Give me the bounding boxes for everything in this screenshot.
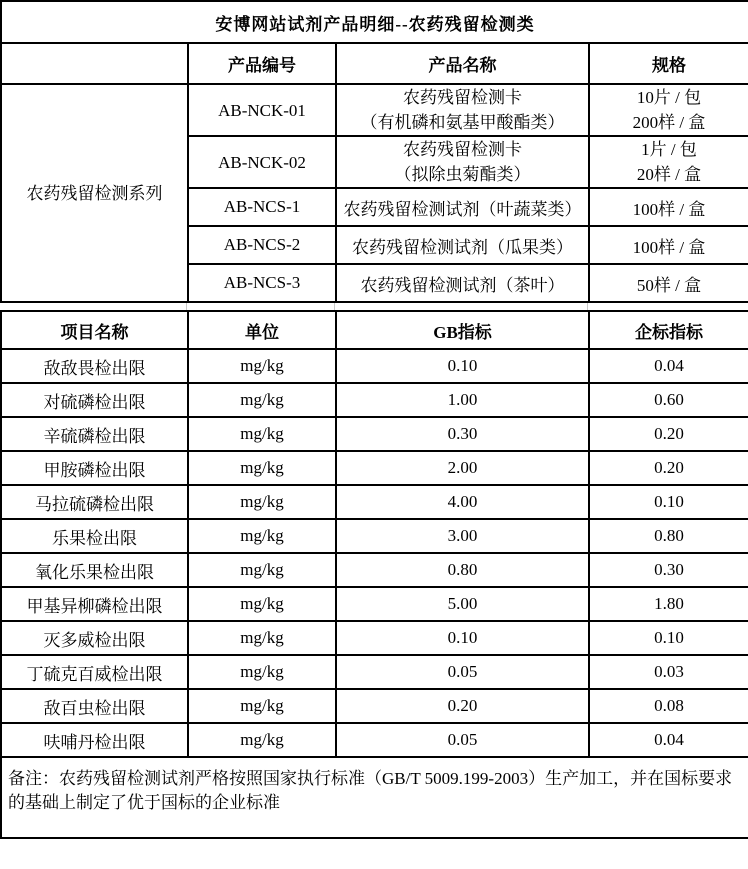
limit-unit-cell: mg/kg	[188, 349, 336, 383]
limit-ent-cell: 0.20	[589, 417, 748, 451]
limit-gb-cell: 5.00	[336, 587, 589, 621]
footer-note: 备注：农药残留检测试剂严格按照国家执行标准（GB/T 5009.199-2003）生产加工，并在国标要求的基础上制定了优于国标的企业标准	[1, 757, 748, 838]
product-row	[1, 84, 748, 136]
limit-ent-cell: 0.30	[589, 553, 748, 587]
limit-unit-cell: mg/kg	[188, 723, 336, 757]
limit-ent-cell: 0.20	[589, 451, 748, 485]
limit-item-cell: 敌百虫检出限	[1, 689, 188, 723]
header-spec: 规格	[589, 43, 748, 84]
product-name-cell: 农药残留检测试剂（瓜果类）	[336, 226, 589, 264]
limit-item-cell: 甲胺磷检出限	[1, 451, 188, 485]
header-unit: 单位	[188, 311, 336, 349]
limits-table	[0, 310, 748, 839]
limit-gb-cell: 2.00	[336, 451, 589, 485]
limit-unit-cell: mg/kg	[188, 553, 336, 587]
limit-ent-cell: 0.04	[589, 723, 748, 757]
limit-unit-cell: mg/kg	[188, 451, 336, 485]
limit-row	[1, 485, 748, 519]
column-gridline	[334, 303, 335, 310]
header-gb-index: GB指标	[336, 311, 589, 349]
limit-item-cell: 灭多威检出限	[1, 621, 188, 655]
product-spec-line2: 200样 / 盒	[632, 113, 706, 132]
limit-ent-cell: 1.80	[589, 587, 748, 621]
limit-gb-cell: 4.00	[336, 485, 589, 519]
limit-unit-cell: mg/kg	[188, 383, 336, 417]
limit-gb-cell: 0.05	[336, 655, 589, 689]
limit-item-cell: 氧化乐果检出限	[1, 553, 188, 587]
product-spec-cell	[589, 84, 748, 136]
limit-item-cell: 辛硫磷检出限	[1, 417, 188, 451]
product-name-cell: 农药残留检测试剂（茶叶）	[336, 264, 589, 302]
product-code-cell: AB-NCS-3	[188, 264, 336, 302]
limit-gb-cell: 1.00	[336, 383, 589, 417]
limit-item-cell: 敌敌畏检出限	[1, 349, 188, 383]
products-header-row	[1, 43, 748, 84]
limit-unit-cell: mg/kg	[188, 485, 336, 519]
column-gridline	[186, 303, 187, 310]
limit-row	[1, 349, 748, 383]
limit-ent-cell: 0.10	[589, 621, 748, 655]
limit-gb-cell: 0.80	[336, 553, 589, 587]
note-row	[1, 757, 748, 838]
limit-row	[1, 417, 748, 451]
limit-row	[1, 587, 748, 621]
product-code-cell: AB-NCK-02	[188, 136, 336, 188]
limit-gb-cell: 0.20	[336, 689, 589, 723]
corner-cell	[1, 43, 188, 84]
limit-row	[1, 519, 748, 553]
product-name-line2: （拟除虫菊酯类）	[394, 165, 531, 184]
limit-item-cell: 呋哺丹检出限	[1, 723, 188, 757]
header-product-code: 产品编号	[188, 43, 336, 84]
limit-ent-cell: 0.80	[589, 519, 748, 553]
product-code-cell: AB-NCK-01	[188, 84, 336, 136]
limit-row	[1, 655, 748, 689]
product-spec-cell: 100样 / 盒	[589, 226, 748, 264]
limit-row	[1, 383, 748, 417]
limit-item-cell: 乐果检出限	[1, 519, 188, 553]
product-spec-line1: 1片 / 包	[641, 140, 697, 159]
header-item-name: 项目名称	[1, 311, 188, 349]
products-table	[0, 0, 748, 303]
limit-ent-cell: 0.03	[589, 655, 748, 689]
limit-gb-cell: 0.10	[336, 621, 589, 655]
limit-ent-cell: 0.04	[589, 349, 748, 383]
limit-ent-cell: 0.10	[589, 485, 748, 519]
column-gridline	[587, 303, 588, 310]
product-spec-cell: 100样 / 盒	[589, 188, 748, 226]
limit-gb-cell: 0.30	[336, 417, 589, 451]
product-name-cell	[336, 84, 589, 136]
title-row	[1, 1, 748, 43]
limit-item-cell: 丁硫克百威检出限	[1, 655, 188, 689]
limit-unit-cell: mg/kg	[188, 689, 336, 723]
product-name-cell	[336, 136, 589, 188]
limit-ent-cell: 0.60	[589, 383, 748, 417]
limit-unit-cell: mg/kg	[188, 587, 336, 621]
limit-item-cell: 对硫磷检出限	[1, 383, 188, 417]
series-label-cell: 农药残留检测系列	[1, 84, 188, 302]
limit-row	[1, 723, 748, 757]
product-name-line1: 农药残留检测卡	[403, 140, 522, 159]
header-product-name: 产品名称	[336, 43, 589, 84]
limit-unit-cell: mg/kg	[188, 655, 336, 689]
limit-gb-cell: 3.00	[336, 519, 589, 553]
limit-unit-cell: mg/kg	[188, 621, 336, 655]
limit-row	[1, 689, 748, 723]
product-name-cell: 农药残留检测试剂（叶蔬菜类）	[336, 188, 589, 226]
product-spec-cell	[589, 136, 748, 188]
limit-row	[1, 553, 748, 587]
product-spec-line2: 20样 / 盒	[636, 165, 702, 184]
product-code-cell: AB-NCS-2	[188, 226, 336, 264]
limits-header-row	[1, 311, 748, 349]
limit-item-cell: 甲基异柳磷检出限	[1, 587, 188, 621]
limit-unit-cell: mg/kg	[188, 417, 336, 451]
product-spec-line1: 10片 / 包	[636, 88, 702, 107]
header-enterprise-index: 企标指标	[589, 311, 748, 349]
product-code-cell: AB-NCS-1	[188, 188, 336, 226]
limit-gb-cell: 0.05	[336, 723, 589, 757]
product-spec-cell: 50样 / 盒	[589, 264, 748, 302]
product-name-line2: （有机磷和氨基甲酸酯类）	[360, 113, 565, 132]
table-gap	[0, 303, 748, 310]
limit-ent-cell: 0.08	[589, 689, 748, 723]
page-title: 安博网站试剂产品明细--农药残留检测类	[1, 1, 748, 43]
product-name-line1: 农药残留检测卡	[403, 88, 522, 107]
limit-row	[1, 621, 748, 655]
limit-item-cell: 马拉硫磷检出限	[1, 485, 188, 519]
limit-row	[1, 451, 748, 485]
limit-unit-cell: mg/kg	[188, 519, 336, 553]
limit-gb-cell: 0.10	[336, 349, 589, 383]
